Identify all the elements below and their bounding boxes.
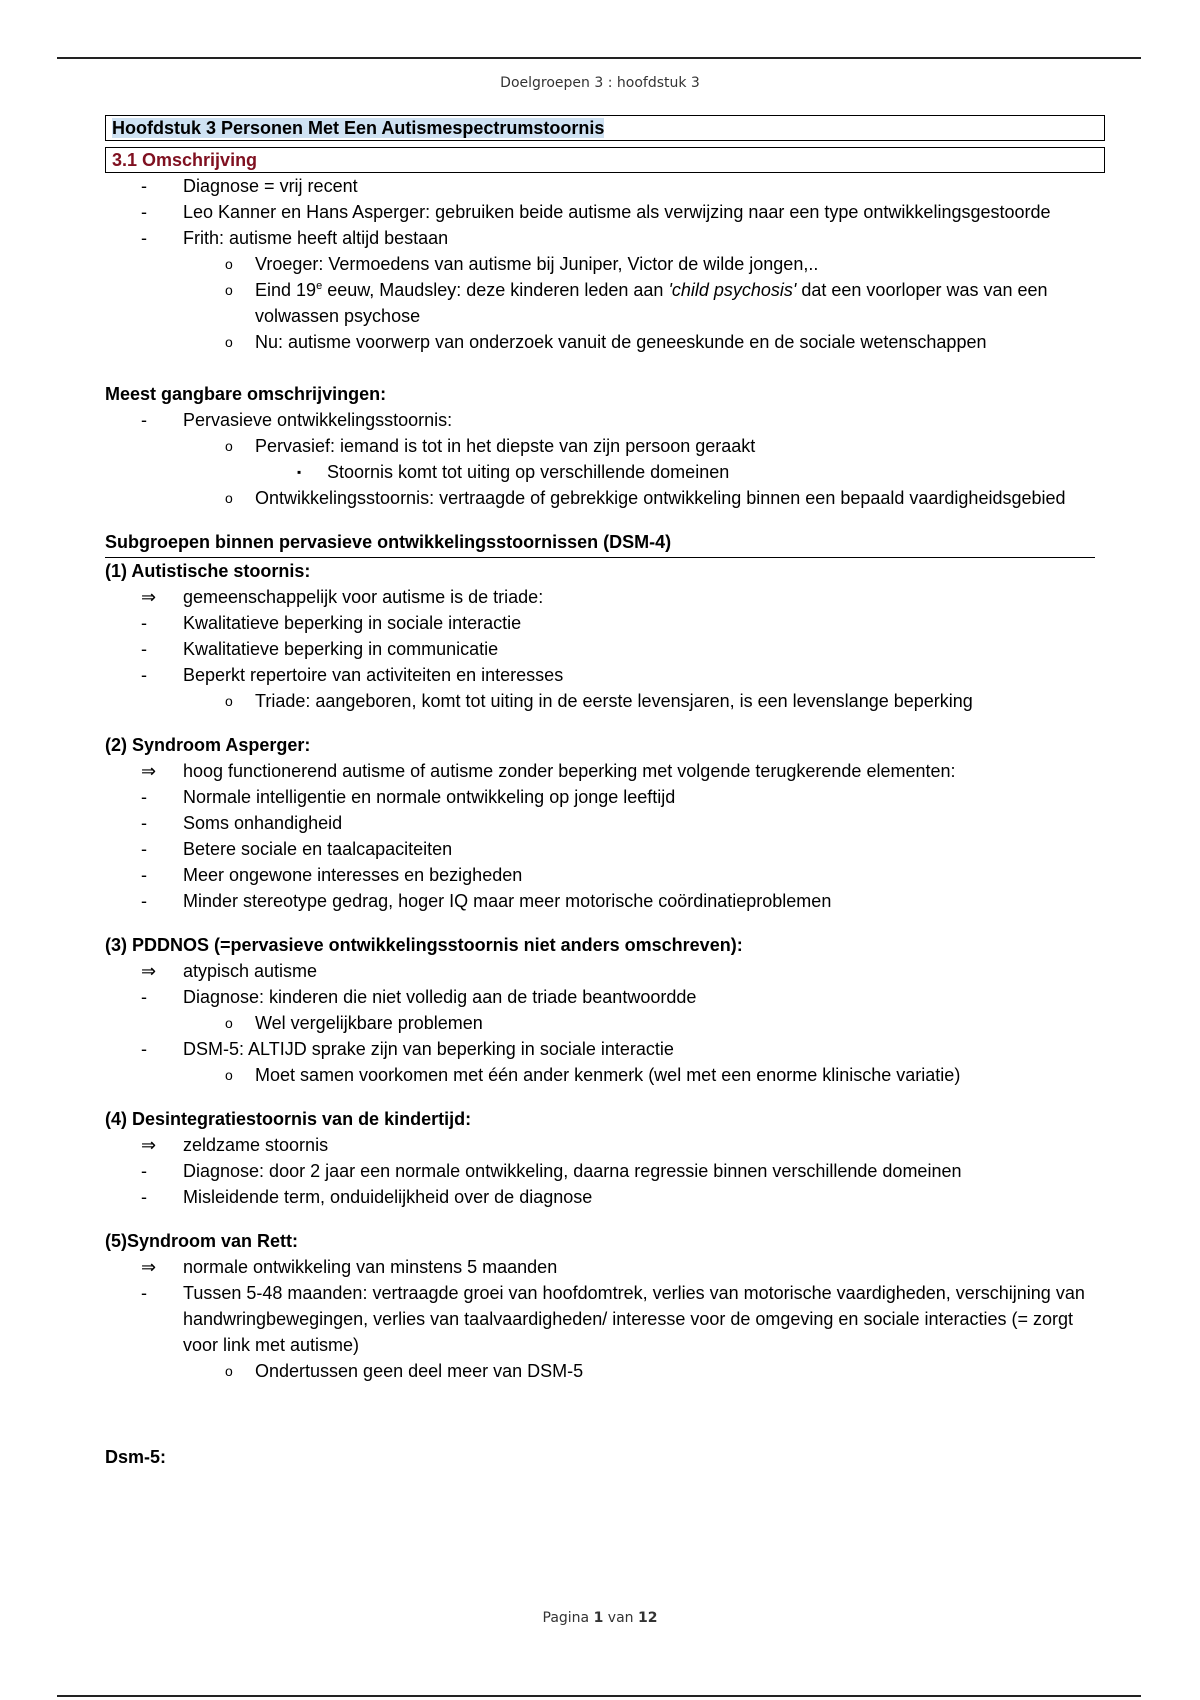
list-item: o Vroeger: Vermoedens van autisme bij Juniper, Victor de wilde jongen,..	[225, 254, 819, 274]
list-item: o Ontwikkelingsstoornis: vertraagde of gebrekkige ontwikkeling binnen een bepaald vaardigheidsgebied	[225, 488, 1066, 508]
chapter-title-box	[105, 115, 1105, 141]
page-footer: Pagina 1 van 12	[542, 1610, 658, 1626]
list-item: - Tussen 5-48 maanden: vertraagde groei van hoofdomtrek, verlies van motorische vaardigheden, verschijning van handwringbewegingen, verlies van taalvaardigheden/ interesse voor de omgeving en sociale interacties (= zorgt voor link met autisme)	[141, 1283, 1085, 1355]
list-item: - Diagnose = vrij recent	[141, 176, 358, 196]
list-item: o Eind 19e eeuw, Maudsley: deze kinderen leden aan 'child psychosis' dat een voorloper was van een volwassen psychose	[225, 280, 1048, 326]
section-title: 3.1 Omschrijving	[105, 147, 1105, 173]
list-item: - Soms onhandigheid	[141, 813, 343, 833]
list-item: - Kwalitatieve beperking in communicatie	[141, 639, 499, 659]
list-item: ⇒ normale ontwikkeling van minstens 5 maanden	[141, 1257, 558, 1277]
list-item: - Diagnose: kinderen die niet volledig aan de triade beantwoordde	[141, 987, 697, 1007]
chapter-title: Hoofdstuk 3 Personen Met Een Autismespectrumstoornis	[112, 118, 605, 138]
desintegratie-heading: (4) Desintegratiestoornis van de kindertijd:	[105, 1109, 472, 1129]
pddnos-heading: (3) PDDNOS (=pervasieve ontwikkelingsstoornis niet anders omschreven):	[105, 935, 743, 955]
list-item: - Leo Kanner en Hans Asperger: gebruiken beide autisme als verwijzing naar een type ontwikkelingsgestoorde	[141, 202, 1051, 222]
list-item: - Normale intelligentie en normale ontwikkeling op jonge leeftijd	[141, 787, 676, 807]
page-number: 1	[593, 1610, 604, 1626]
list-item: - DSM-5: ALTIJD sprake zijn van beperking in sociale interactie	[141, 1039, 674, 1059]
page-total: 12	[638, 1610, 658, 1626]
list-item: ⇒ zeldzame stoornis	[141, 1135, 329, 1155]
page-content	[105, 115, 1105, 1470]
list-item: - Betere sociale en taalcapaciteiten	[141, 839, 453, 859]
list-item: o Moet samen voorkomen met één ander kenmerk (wel met een enorme klinische variatie)	[225, 1065, 961, 1085]
footer-rule	[57, 1695, 1141, 1697]
list-item: o Wel vergelijkbare problemen	[225, 1013, 483, 1033]
list-item: o Ondertussen geen deel meer van DSM-5	[225, 1361, 584, 1381]
list-item: - Minder stereotype gedrag, hoger IQ maar meer motorische coördinatieproblemen	[141, 891, 832, 911]
list-item: ⇒ gemeenschappelijk voor autisme is de triade:	[141, 587, 544, 607]
list-item: - Beperkt repertoire van activiteiten en interesses	[141, 665, 564, 685]
list-item: - Meer ongewone interesses en bezigheden	[141, 865, 523, 885]
list-item: - Diagnose: door 2 jaar een normale ontwikkeling, daarna regressie binnen verschillende domeinen	[141, 1161, 962, 1181]
list-item: ▪ Stoornis komt tot uiting op verschillende domeinen	[297, 462, 730, 482]
list-item: o Pervasief: iemand is tot in het diepste van zijn persoon geraakt	[225, 436, 756, 456]
running-header: Doelgroepen 3 : hoofdstuk 3	[500, 75, 700, 91]
list-item: ⇒ atypisch autisme	[141, 961, 318, 981]
asperger-heading: (2) Syndroom Asperger:	[105, 735, 311, 755]
list-item: - Misleidende term, onduidelijkheid over de diagnose	[141, 1187, 593, 1207]
list-item: - Kwalitatieve beperking in sociale interactie	[141, 613, 522, 633]
list-item: o Triade: aangeboren, komt tot uiting in de eerste levensjaren, is een levenslange beperking	[225, 691, 973, 711]
list-item: ⇒ hoog functionerend autisme of autisme zonder beperking met volgende terugkerende elementen:	[141, 761, 956, 781]
list-item: o Nu: autisme voorwerp van onderzoek vanuit de geneeskunde en de sociale wetenschappen	[225, 332, 987, 352]
list-item: - Frith: autisme heeft altijd bestaan	[141, 228, 449, 248]
list-item: - Pervasieve ontwikkelingsstoornis:	[141, 410, 453, 430]
dsm5-heading: Dsm-5:	[105, 1447, 167, 1467]
definitions-heading: Meest gangbare omschrijvingen:	[105, 384, 387, 404]
header-rule	[57, 57, 1141, 59]
rett-heading: (5)Syndroom van Rett:	[105, 1231, 299, 1251]
subgroups-heading: Subgroepen binnen pervasieve ontwikkelingsstoornissen (DSM-4)	[105, 529, 1095, 558]
autistic-heading: (1) Autistische stoornis:	[105, 561, 311, 581]
